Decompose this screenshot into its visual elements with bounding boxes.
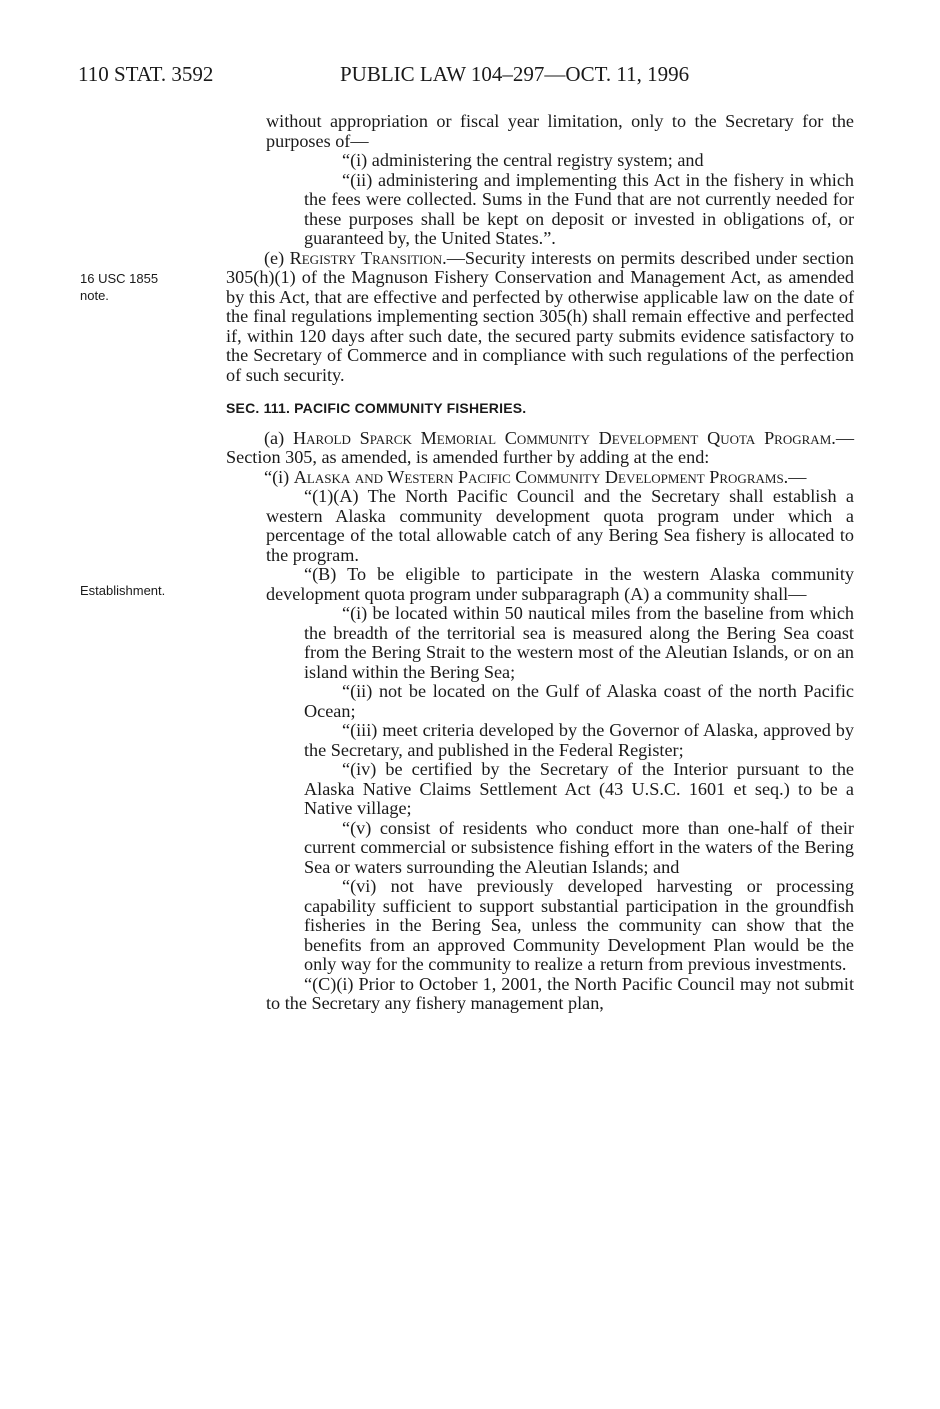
subsection-i-caption: Alaska and Western Pacific Community Development Programs bbox=[293, 466, 784, 487]
criterion-iv-native-village: “(iv) be certified by the Secretary of the Interior pursuant to the Alaska Native Claims Settlement Act (43 U.S.C. 1601 et seq.) to be a Native village; bbox=[304, 759, 854, 818]
public-law-title: PUBLIC LAW 104–297—OCT. 11, 1996 bbox=[340, 62, 690, 86]
subsection-a-text: .—Section 305, as amended, is amended further by adding at the end: bbox=[226, 427, 854, 467]
paragraph-continuation: without appropriation or fiscal year limitation, only to the Secretary for the purposes of— bbox=[266, 111, 854, 151]
section-heading: SEC. 111. PACIFIC COMMUNITY FISHERIES. bbox=[226, 400, 527, 416]
subsection-e-registry-transition bbox=[226, 249, 854, 386]
subsection-a-lead: (a) bbox=[264, 427, 293, 448]
clause-i-registry: “(i) administering the central registry system; and bbox=[342, 150, 704, 170]
criterion-iii-governor: “(iii) meet criteria developed by the Governor of Alaska, approved by the Secretary, and published in the Federal Register; bbox=[304, 720, 854, 760]
subsection-i-lead: “(i) bbox=[264, 466, 294, 487]
margin-note-usc bbox=[80, 270, 158, 304]
paragraph-1c: “(C)(i) Prior to October 1, 2001, the North Pacific Council may not submit to the Secretary any fishery management plan, bbox=[266, 973, 854, 1013]
subsection-e-text: .—Security interests on permits described under section 305(h)(1) of the Magnuson Fishery Conservation and Management Act, as amended by this Act, that are effective and perfected by otherwise applicable law on the date of the final regulations implementing section 305(h) shall remain effective and perfected if, within 120 days after such date, the secured party submits evidence satisfactory to the Secretary of Commerce and in compliance with such regulations of the perfection of such security. bbox=[226, 247, 855, 385]
criterion-v-residents: “(v) consist of residents who conduct more than one-half of their current commercial or subsistence fishing effort in the waters of the Bering Sea or waters surrounding the Aleutian Islands; and bbox=[304, 817, 854, 877]
subsection-a-cdq-program bbox=[226, 429, 854, 468]
subsection-i-text: .— bbox=[783, 466, 807, 487]
statute-page-number: 110 STAT. 3592 bbox=[78, 62, 214, 86]
criterion-i-location: “(i) be located within 50 nautical miles from the baseline from which the breadth of the territorial sea is measured along the Bering Sea coast from the Bering Strait to the western most of the Aleutian Islands, or on an island within the Bering Sea; bbox=[304, 603, 854, 682]
clause-ii-fees: “(ii) administering and implementing this Act in the fishery in which the fees were collected. Sums in the Fund that are not currently needed for these purposes shall be kept on deposit or invested in obligations of, or guaranteed by, the United States.”. bbox=[304, 169, 854, 248]
subsection-e-caption: Registry Transition bbox=[289, 247, 443, 268]
paragraph-1a: “(1)(A) The North Pacific Council and the Secretary shall establish a western Alaska community development quota program under which a percentage of the total allowable catch of any Bering Sea fishery is allocated to the program. bbox=[266, 486, 854, 565]
margin-note-usc-line2: note. bbox=[80, 288, 109, 303]
criterion-ii-gulf: “(ii) not be located on the Gulf of Alaska coast of the north Pacific Ocean; bbox=[304, 681, 854, 721]
margin-note-usc-line1: 16 USC 1855 bbox=[80, 271, 159, 286]
subsection-a-caption: Harold Sparck Memorial Community Development Quota Program bbox=[292, 427, 832, 448]
subsection-i-programs bbox=[226, 468, 854, 488]
subsection-e-lead: (e) bbox=[264, 247, 290, 268]
margin-note-establishment: Establishment. bbox=[80, 583, 166, 598]
paragraph-1b: “(B) To be eligible to participate in the western Alaska community development quota program under subparagraph (A) a community shall— bbox=[266, 564, 854, 604]
criterion-vi-capability: “(vi) not have previously developed harvesting or processing capability sufficient to support substantial participation in the groundfish fisheries in the Bering Sea, unless the community can show that the benefits from an approved Community Development Plan would be the only way for the community to realize a return from previous investments. bbox=[304, 876, 854, 974]
document-body bbox=[226, 112, 854, 1014]
